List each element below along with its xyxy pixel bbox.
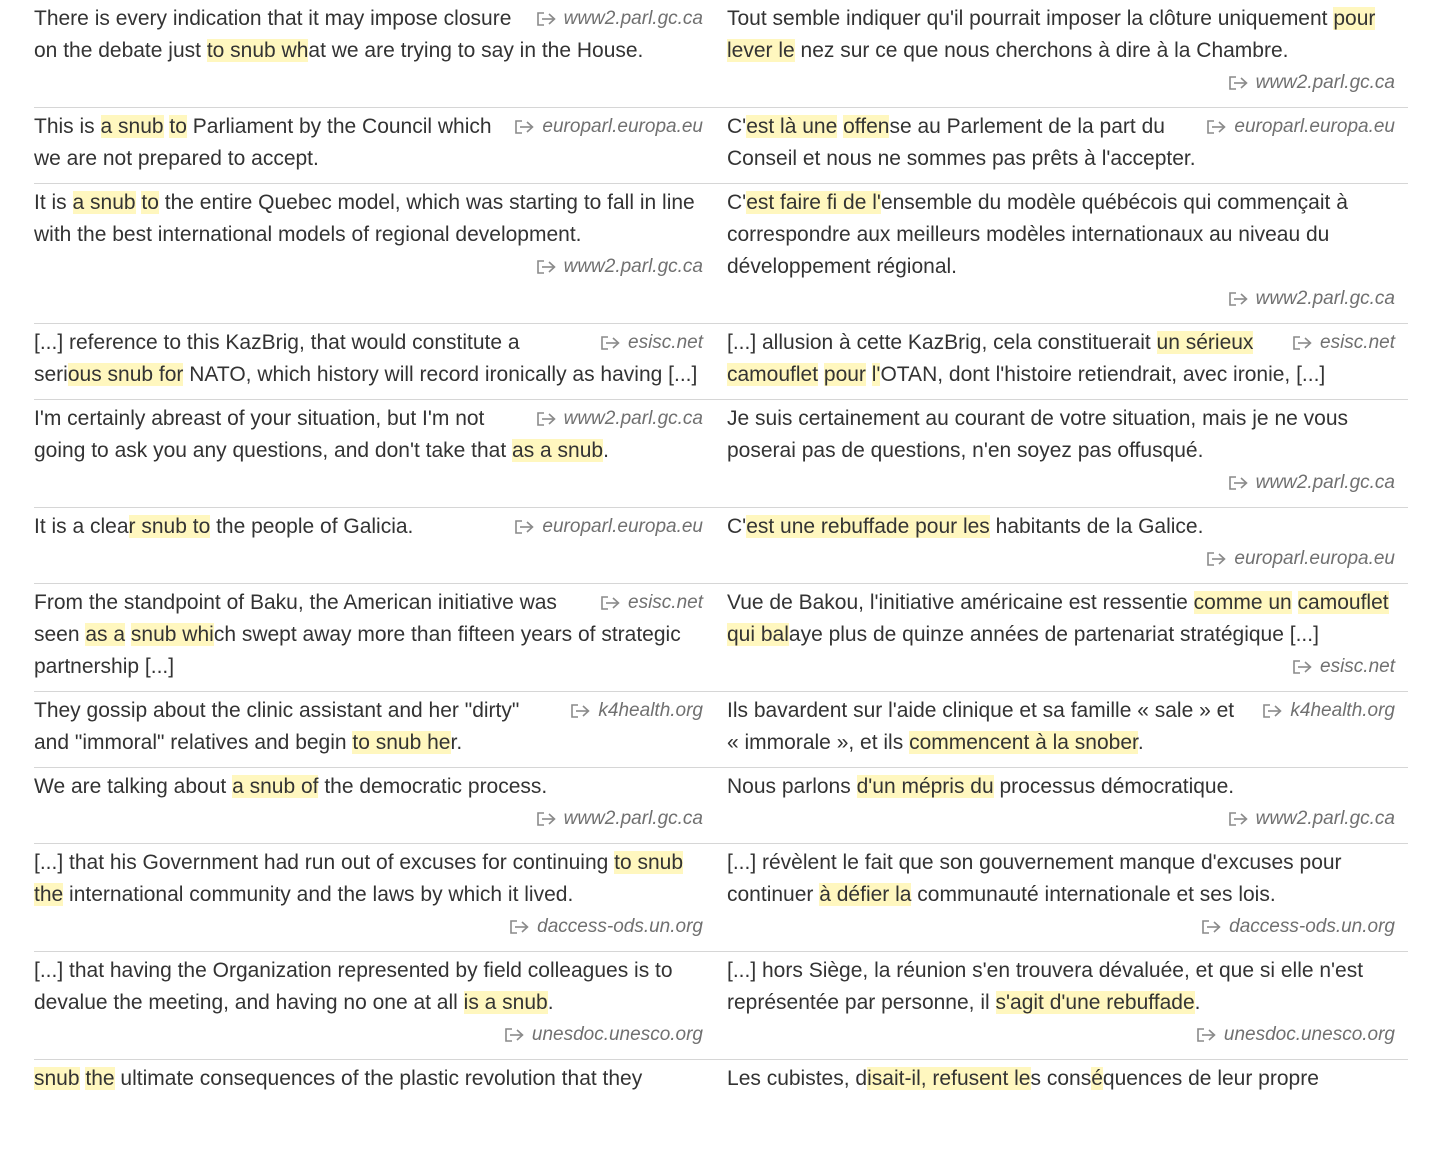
external-link-icon (570, 703, 592, 719)
highlighted-term: pour (823, 363, 866, 386)
sentence-text (866, 363, 872, 386)
external-link-icon (1206, 119, 1228, 135)
external-link-icon (1292, 659, 1314, 675)
source-link[interactable] (727, 283, 1395, 315)
sentence-text: communauté internationale et ses lois. (911, 883, 1276, 906)
english-sentence (34, 0, 703, 107)
sentence-text: I'm certainly abreast of your situation, but I'm not going to ask you any questions, and don't take that (34, 407, 513, 462)
english-sentence (34, 692, 703, 767)
english-sentence (34, 768, 703, 843)
external-link-icon (1292, 335, 1314, 351)
source-link[interactable] (600, 587, 703, 619)
french-sentence (727, 1060, 1408, 1103)
sentence-text: . (603, 439, 609, 462)
external-link-icon (504, 1027, 526, 1043)
highlighted-term: lever le (727, 39, 795, 62)
highlighted-term: ous snub for (67, 363, 184, 386)
source-link[interactable] (727, 467, 1395, 499)
sentence-text: [...] allusion à cette KazBrig, cela constituerait (727, 331, 1157, 354)
example-row (34, 324, 1408, 400)
source-domain: esisc.net (1320, 332, 1395, 353)
source-link[interactable] (727, 803, 1395, 835)
source-domain: www2.parl.gc.ca (563, 8, 703, 29)
french-sentence (727, 400, 1408, 507)
translation-results-list (34, 0, 1408, 1103)
external-link-icon (536, 259, 558, 275)
source-link[interactable] (727, 911, 1395, 943)
highlighted-term: commencent à la snober (909, 731, 1138, 754)
sentence-text: From the standpoint of Baku, the American initiative was seen (34, 591, 557, 646)
french-sentence (727, 584, 1408, 691)
highlighted-term: a snub (72, 191, 136, 214)
sentence-text: Vue de Bakou, l'initiative américaine est ressentie (727, 591, 1194, 614)
source-domain: www2.parl.gc.ca (563, 256, 703, 277)
sentence-text: Je suis certainement au courant de votre situation, mais je ne vous poserai pas de questions, n'en soyez pas offusqué. (727, 407, 1348, 462)
sentence-text: Nous parlons (727, 775, 857, 798)
sentence-text: r. (450, 731, 463, 754)
sentence-text: at we are trying to say in the House. (308, 39, 644, 62)
sentence-text: ultimate consequences of the plastic revolution that they (114, 1067, 643, 1090)
highlighted-term: to (141, 191, 159, 214)
sentence-text: the entire Quebec model, which was starting to fall in line with the best international models of regional development. (34, 191, 695, 246)
external-link-icon (1228, 475, 1250, 491)
sentence-text: C' (727, 115, 747, 138)
source-link[interactable] (570, 695, 703, 727)
highlighted-term: l' (871, 363, 881, 386)
english-sentence (34, 108, 703, 183)
english-sentence (34, 844, 703, 951)
sentence-text: OTAN, dont l'histoire retiendrait, avec ironie, [...] (880, 363, 1326, 386)
source-link[interactable] (514, 111, 703, 143)
sentence-text: [...] that having the Organization represented by field colleagues is to devalue the meeting, and having no one at all (34, 959, 673, 1014)
highlighted-term: is a snub (463, 991, 548, 1014)
sentence-text: quences de leur propre (1102, 1067, 1319, 1090)
sentence-text: This is (34, 115, 101, 138)
sentence-text: . (1194, 991, 1201, 1014)
source-link[interactable] (536, 3, 703, 35)
external-link-icon (1262, 703, 1284, 719)
source-domain: www2.parl.gc.ca (563, 808, 703, 829)
highlighted-term: d'un mépris du (856, 775, 994, 798)
source-link[interactable] (34, 911, 703, 943)
sentence-text: es cubistes, d (738, 1067, 868, 1090)
sentence-text: L (727, 1067, 739, 1090)
highlighted-term: as a snub (512, 439, 604, 462)
external-link-icon (509, 919, 531, 935)
source-link[interactable] (1262, 695, 1395, 727)
highlighted-term: qui bal (727, 623, 789, 646)
sentence-text: [...] hors Siège, la réunion s'en trouvera dévaluée, et que si elle n'est représentée par personne, il (727, 959, 1364, 1014)
english-sentence (34, 324, 703, 399)
example-row (34, 508, 1408, 584)
french-sentence (727, 844, 1408, 951)
highlighted-term: é (1091, 1067, 1103, 1090)
example-row (34, 692, 1408, 768)
example-row (34, 768, 1408, 844)
highlighted-term: offen (843, 115, 890, 138)
sentence-text: Parliament by the Council which we are not prepared to accept. (34, 115, 492, 170)
highlighted-term: un sérieux camouflet (727, 331, 1254, 386)
english-sentence (34, 400, 703, 507)
external-link-icon (536, 411, 558, 427)
external-link-icon (1196, 1027, 1218, 1043)
sentence-text: aye plus de quinze années de partenariat stratégique [...] (788, 623, 1319, 646)
french-sentence (727, 952, 1408, 1059)
sentence-text: the people of Galicia. (210, 515, 414, 538)
highlighted-term: snub (34, 1067, 80, 1090)
source-domain: europarl.europa.eu (542, 516, 703, 537)
source-link[interactable] (34, 251, 703, 283)
english-sentence (34, 508, 703, 583)
source-domain: europarl.europa.eu (1234, 548, 1395, 569)
sentence-text: habitants de la Galice. (989, 515, 1204, 538)
highlighted-term: comme un (1193, 591, 1292, 614)
highlighted-term: snub whi (130, 623, 214, 646)
highlighted-term: camouflet (1297, 591, 1389, 614)
sentence-text: nez sur ce que nous cherchons à dire à la Chambre. (794, 39, 1289, 62)
highlighted-term: pour (1333, 7, 1376, 30)
external-link-icon (1228, 811, 1250, 827)
source-domain: www2.parl.gc.ca (1255, 72, 1395, 93)
source-domain: k4health.org (598, 700, 703, 721)
example-row (34, 844, 1408, 952)
english-sentence (34, 584, 703, 691)
source-link[interactable] (727, 1019, 1395, 1051)
source-domain: unesdoc.unesco.org (531, 1024, 703, 1045)
sentence-text: C' (727, 191, 747, 214)
source-link[interactable] (514, 511, 703, 543)
sentence-text: processus démocratique. (993, 775, 1235, 798)
example-row (34, 584, 1408, 692)
source-link[interactable] (1206, 111, 1395, 143)
source-link[interactable] (34, 803, 703, 835)
highlighted-term: à défier la (819, 883, 912, 906)
sentence-text: ensemble du modèle québécois qui commençait à correspondre aux meilleurs modèles internationaux au niveau du développement régional. (727, 191, 1348, 278)
source-link[interactable] (1292, 327, 1395, 359)
example-row (34, 1060, 1408, 1103)
source-domain: daccess-ods.un.org (1229, 916, 1395, 937)
highlighted-term: r snub to (128, 515, 211, 538)
sentence-text (1292, 591, 1298, 614)
source-domain: k4health.org (1290, 700, 1395, 721)
french-sentence (727, 768, 1408, 843)
external-link-icon (514, 519, 536, 535)
highlighted-term: to snub he (352, 731, 451, 754)
highlighted-term: a snub of (232, 775, 319, 798)
source-domain: europarl.europa.eu (1234, 116, 1395, 137)
highlighted-term: to snub (614, 851, 684, 874)
french-sentence (727, 108, 1408, 183)
source-domain: esisc.net (628, 332, 703, 353)
sentence-text: . (547, 991, 554, 1014)
highlighted-term: the (85, 1067, 115, 1090)
source-domain: daccess-ods.un.org (537, 916, 703, 937)
source-domain: www2.parl.gc.ca (563, 408, 703, 429)
external-link-icon (1228, 291, 1250, 307)
highlighted-term: est là une (746, 115, 838, 138)
source-link[interactable] (727, 543, 1395, 575)
sentence-text: the democratic process. (318, 775, 548, 798)
sentence-text: There is every indication that it may impose closure on the debate just (34, 7, 512, 62)
example-row (34, 952, 1408, 1060)
example-row (34, 108, 1408, 184)
sentence-text: . (1137, 731, 1144, 754)
sentence-text: international community and the laws by which it lived. (63, 883, 574, 906)
source-domain: esisc.net (1320, 656, 1395, 677)
source-link[interactable] (727, 651, 1395, 683)
external-link-icon (600, 335, 622, 351)
example-row (34, 0, 1408, 108)
french-sentence (727, 184, 1408, 323)
english-sentence (34, 952, 703, 1059)
external-link-icon (600, 595, 622, 611)
sentence-text: It is a clea (34, 515, 129, 538)
highlighted-term: to snub wh (206, 39, 309, 62)
highlighted-term: the (34, 883, 64, 906)
sentence-text: They gossip about the clinic assistant and her "dirty" and "immoral" relatives and begin (34, 699, 520, 754)
highlighted-term: a snub (100, 115, 164, 138)
english-sentence (34, 1060, 703, 1103)
sentence-text: C' (727, 515, 747, 538)
sentence-text: ch swept away more than fifteen years of strategic partnership [...] (34, 623, 681, 678)
sentence-text: NATO, which history will record ironically as having [...] (183, 363, 698, 386)
source-link[interactable] (536, 403, 703, 435)
highlighted-term: est faire fi de l' (746, 191, 881, 214)
french-sentence (727, 508, 1408, 583)
external-link-icon (1228, 75, 1250, 91)
sentence-text: [...] révèlent le fait que son gouvernement manque d'excuses pour continuer (727, 851, 1342, 906)
external-link-icon (536, 11, 558, 27)
english-sentence (34, 184, 703, 323)
source-domain: www2.parl.gc.ca (1255, 808, 1395, 829)
example-row (34, 184, 1408, 324)
sentence-text (818, 363, 824, 386)
sentence-text: We are talking about (34, 775, 233, 798)
sentence-text: Tout semble indiquer qu'il pourrait imposer la clôture uniquement (727, 7, 1334, 30)
external-link-icon (514, 119, 536, 135)
source-link[interactable] (34, 1019, 703, 1051)
french-sentence (727, 692, 1408, 767)
highlighted-term: as a (85, 623, 126, 646)
highlighted-term: est une rebuffade pour les (746, 515, 990, 538)
source-domain: esisc.net (628, 592, 703, 613)
sentence-text: Ils bavardent sur l'aide clinique et sa famille « sale » et « immorale », et ils (727, 699, 1235, 754)
french-sentence (727, 0, 1408, 107)
external-link-icon (536, 811, 558, 827)
source-domain: www2.parl.gc.ca (1255, 472, 1395, 493)
source-link[interactable] (600, 327, 703, 359)
source-domain: europarl.europa.eu (542, 116, 703, 137)
highlighted-term: isait-il, refusent le (867, 1067, 1031, 1090)
sentence-text: se au Parlement de la part du Conseil et nous ne sommes pas prêts à l'accepter. (727, 115, 1196, 170)
french-sentence (727, 324, 1408, 399)
sentence-text: It is (34, 191, 73, 214)
highlighted-term: to (169, 115, 187, 138)
source-link[interactable] (727, 67, 1395, 99)
highlighted-term: s'agit d'une rebuffade (995, 991, 1195, 1014)
sentence-text: [...] that his Government had run out of excuses for continuing (34, 851, 615, 874)
source-domain: unesdoc.unesco.org (1223, 1024, 1395, 1045)
sentence-text: [...] reference to this KazBrig, that would constitute a seri (34, 331, 520, 386)
source-domain: www2.parl.gc.ca (1255, 288, 1395, 309)
external-link-icon (1206, 551, 1228, 567)
example-row (34, 400, 1408, 508)
external-link-icon (1201, 919, 1223, 935)
sentence-text: s cons (1030, 1067, 1092, 1090)
